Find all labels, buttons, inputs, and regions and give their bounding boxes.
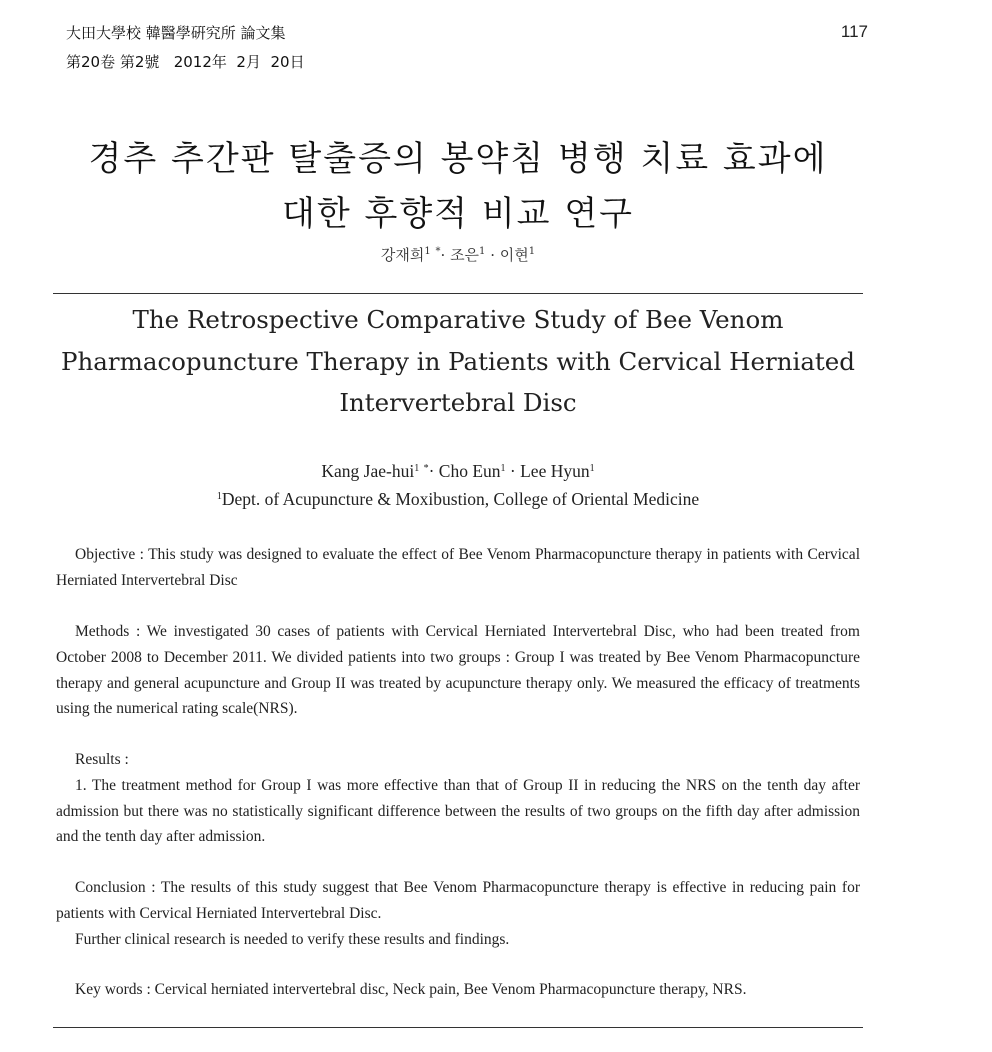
page-number: 117 (840, 22, 868, 41)
abstract-results (56, 747, 860, 850)
english-title-line-1: The Retrospective Comparative Study of Bee Venom (132, 305, 784, 334)
english-authors (53, 457, 863, 485)
english-author-3: Lee Hyun (520, 461, 590, 481)
top-divider (53, 293, 863, 294)
korean-author-1: 강재희 (380, 246, 425, 264)
conclusion-paragraph: Conclusion : The results of this study suggest that Bee Venom Pharmacopuncture therapy is effective in reducing pain for patients with Cervical Herniated Intervertebral Disc. (56, 879, 860, 922)
korean-author-2: 조은 (450, 246, 480, 264)
affiliation-mark: 1 (216, 491, 222, 502)
results-item-1: 1. The treatment method for Group I was more effective than that of Group II in reducing the NRS on the tenth day after admission but there was no statistically significant difference between the results of two groups on the fifth day after admission and the tenth day after admission. (56, 776, 860, 846)
issue-info: 第20卷 第2號 2012年 2月 20日 (66, 53, 305, 71)
korean-title-line-1: 경추 추간판 탈출증의 봉약침 병행 치료 효과에 (88, 139, 828, 179)
author-1-affiliation-mark: 1 (424, 246, 431, 257)
korean-authors (53, 244, 863, 265)
abstract-keywords (56, 977, 860, 1003)
author-separator: · (509, 461, 516, 481)
journal-name: 大田大學校 韓醫學硏究所 論文集 (66, 24, 286, 42)
english-title-line-3: Intervertebral Disc (339, 388, 577, 417)
author-2-affiliation-mark: 1 (500, 463, 506, 474)
author-1-affiliation-mark: 1 (414, 463, 420, 474)
english-author-2: Cho Eun (438, 461, 501, 481)
korean-author-3: 이현 (499, 246, 529, 264)
further-research-line: Further clinical research is needed to verify these results and findings. (75, 930, 510, 948)
abstract-objective (56, 542, 860, 594)
author-2-affiliation-mark: 1 (479, 246, 486, 257)
author-separator: · (440, 246, 446, 264)
korean-title-line-2: 대한 후향적 비교 연구 (281, 194, 635, 234)
author-3-affiliation-mark: 1 (589, 463, 595, 474)
author-separator: · (428, 461, 435, 481)
corresponding-author-mark: * (423, 463, 429, 474)
author-separator: · (490, 246, 495, 264)
english-authors-block (53, 457, 863, 513)
objective-paragraph: Objective : This study was designed to evaluate the effect of Bee Venom Pharmacopuncture therapy in patients with Cervical Herniated Intervertebral Disc (56, 546, 860, 589)
results-heading: Results : (75, 751, 129, 768)
corresponding-author-mark: * (435, 246, 441, 257)
affiliation-text: Dept. of Acupuncture & Moxibustion, College of Oriental Medicine (221, 489, 700, 509)
korean-title (53, 132, 863, 242)
abstract-conclusion (56, 875, 860, 952)
english-title (53, 299, 863, 424)
author-3-affiliation-mark: 1 (528, 246, 536, 257)
methods-paragraph: Methods : We investigated 30 cases of patients with Cervical Herniated Intervertebral Disc, who had been treated from October 2008 to December 2011. We divided patients into two groups : Group I was treated by Bee Venom Pharmacopuncture therapy and general acupuncture and Group II was treated by acupuncture therapy only. We measured the efficacy of treatments using the numerical rating scale(NRS). (56, 623, 860, 718)
keywords-line: Key words : Cervical herniated intervertebral disc, Neck pain, Bee Venom Pharmacopuncture therapy, NRS. (75, 981, 747, 998)
bottom-divider (53, 1027, 863, 1028)
english-author-1: Kang Jae-hui (321, 461, 415, 481)
affiliation (53, 485, 863, 513)
abstract-methods (56, 619, 860, 722)
english-title-line-2: Pharmacopuncture Therapy in Patients with Cervical Herniated (61, 346, 855, 376)
